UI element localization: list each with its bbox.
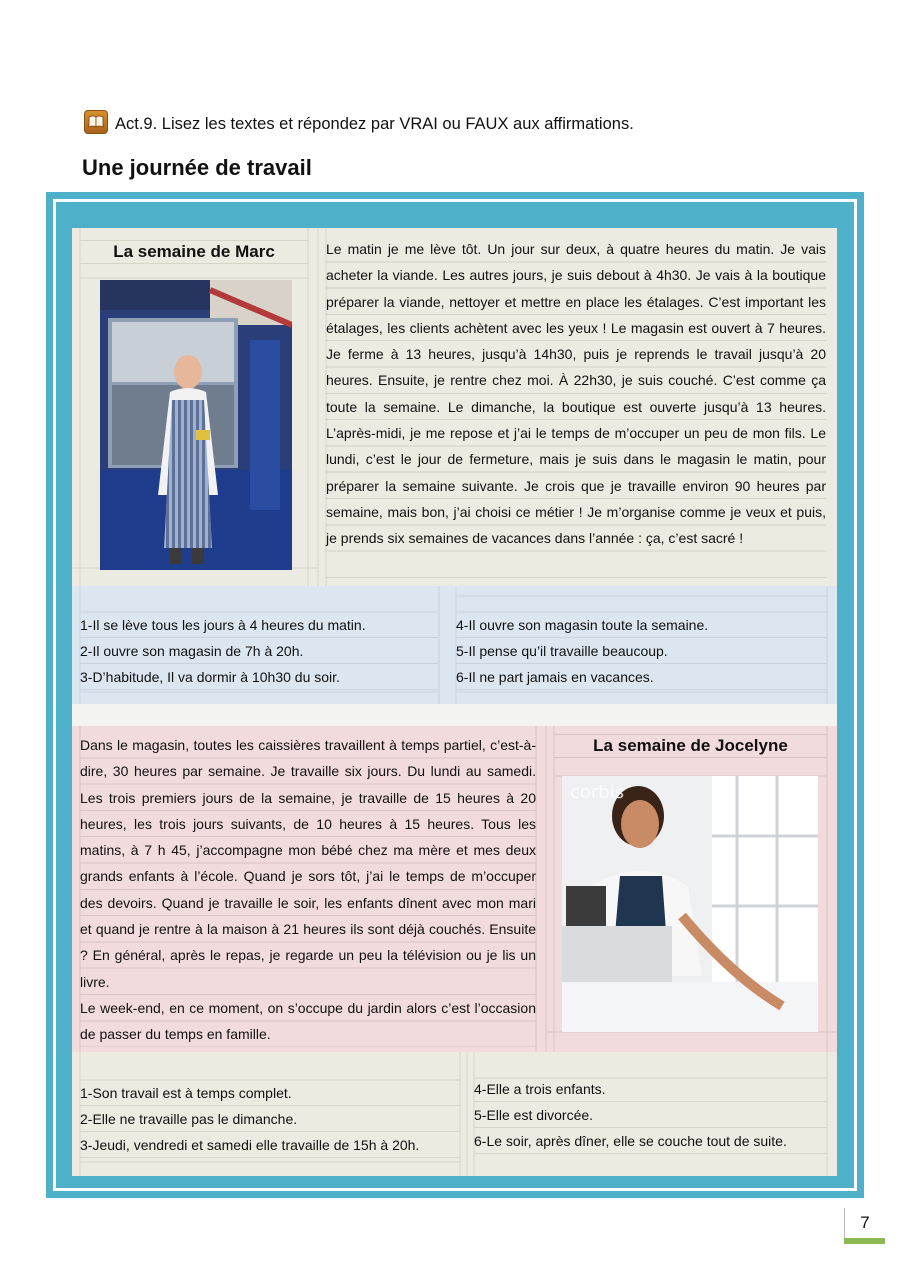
question-2: 2-Il ouvre son magasin de 7h à 20h. xyxy=(80,638,439,664)
question-2: 2-Elle ne travaille pas le dimanche. xyxy=(80,1106,460,1132)
jocelyne-paragraph-2: Le week-end, en ce moment, on s’occupe du jardin alors c’est l’occasion de passer du temps en famille. xyxy=(80,999,536,1043)
question-3: 3-D’habitude, Il va dormir à 10h30 du soir. xyxy=(80,664,439,690)
instruction-line xyxy=(84,112,634,136)
exercise-frame xyxy=(46,192,864,1198)
marc-title: La semaine de Marc xyxy=(80,240,308,264)
jocelyne-questions-right xyxy=(474,1076,827,1154)
question-6: 6-Il ne part jamais en vacances. xyxy=(456,664,827,690)
page-number-bar xyxy=(844,1238,885,1244)
question-1: 1-Son travail est à temps complet. xyxy=(80,1080,460,1106)
instruction-text: Act.9. Lisez les textes et répondez par VRAI ou FAUX aux affirmations. xyxy=(115,114,634,133)
jocelyne-paragraph-1: Dans le magasin, toutes les caissières travaillent à temps partiel, c’est-à-dire, 30 heures par semaine. Je travaille six jours. Du lundi au samedi. Les trois premiers jours de la semaine, je travaille de 15 heures à 20 heures, les trois jours suivants, de 10 heures à 15 heures. Tous les matins, à 7 h 45, j’accompagne mon bébé chez ma mère et mes deux grands enfants à l’école. Quand je sors tôt, j’ai le temps de m’occuper des devoirs. Quand je travaille le soir, les enfants dînent avec mon mari et quand je rentre à la maison à 21 heures ils sont déjà couchés. Ensuite ? En général, après le repas, je regarde un peu la télévision ou je lis un livre. xyxy=(80,737,536,990)
watermark-text: corbis xyxy=(570,782,625,803)
jocelyne-text xyxy=(80,732,536,1047)
jocelyne-questions-section xyxy=(72,1052,837,1176)
spacer-row xyxy=(72,704,837,726)
page-title: Une journée de travail xyxy=(82,155,312,180)
question-6: 6-Le soir, après dîner, elle se couche tout de suite. xyxy=(474,1128,827,1154)
marc-paragraph: Le matin je me lève tôt. Un jour sur deux, à quatre heures du matin. Je vais acheter la viande. Les autres jours, je suis debout à 4h30. Je vais à la boutique préparer la viande, nettoyer et mettre en place les étalages. C’est important les étalages, les clients achètent avec les yeux ! Le magasin est ouvert à 7 heures. Je ferme à 13 heures, jusqu’à 14h30, puis je reprends le travail jusqu’à 20 heures. Ensuite, je rentre chez moi. À 22h30, je suis couché. C’est comme ça toute la semaine. Le dimanche, la boutique est ouverte jusqu’à 13 heures. L’après-midi, je me repose et j’ai le temps de m’occuper un peu de mon fils. Le lundi, c’est le jour de fermeture, mais je suis dans le magasin le matin, pour préparer la semaine suivante. Je crois que je travaille environ 90 heures par semaine, mais bon, j’ai choisi ce métier ! Je m’organise comme je veux et puis, je prends six semaines de vacances dans l’année : ça, c’est sacré ! xyxy=(326,241,826,547)
marc-questions-section xyxy=(72,586,837,704)
page-number: 7 xyxy=(844,1208,885,1238)
jocelyne-photo xyxy=(562,776,818,1032)
marc-photo xyxy=(100,280,292,570)
marc-questions-left xyxy=(80,612,439,690)
question-3: 3-Jeudi, vendredi et samedi elle travaille de 15h à 20h. xyxy=(80,1132,460,1158)
question-1: 1-Il se lève tous les jours à 4 heures du matin. xyxy=(80,612,439,638)
book-icon xyxy=(84,110,108,134)
marc-questions-right xyxy=(456,612,827,690)
jocelyne-questions-left xyxy=(80,1080,460,1158)
jocelyne-section xyxy=(72,726,837,1052)
question-4: 4-Il ouvre son magasin toute la semaine. xyxy=(456,612,827,638)
question-5: 5-Il pense qu’il travaille beaucoup. xyxy=(456,638,827,664)
marc-section xyxy=(72,228,837,586)
question-4: 4-Elle a trois enfants. xyxy=(474,1076,827,1102)
jocelyne-title: La semaine de Jocelyne xyxy=(554,734,827,758)
question-5: 5-Elle est divorcée. xyxy=(474,1102,827,1128)
marc-text xyxy=(326,236,826,578)
